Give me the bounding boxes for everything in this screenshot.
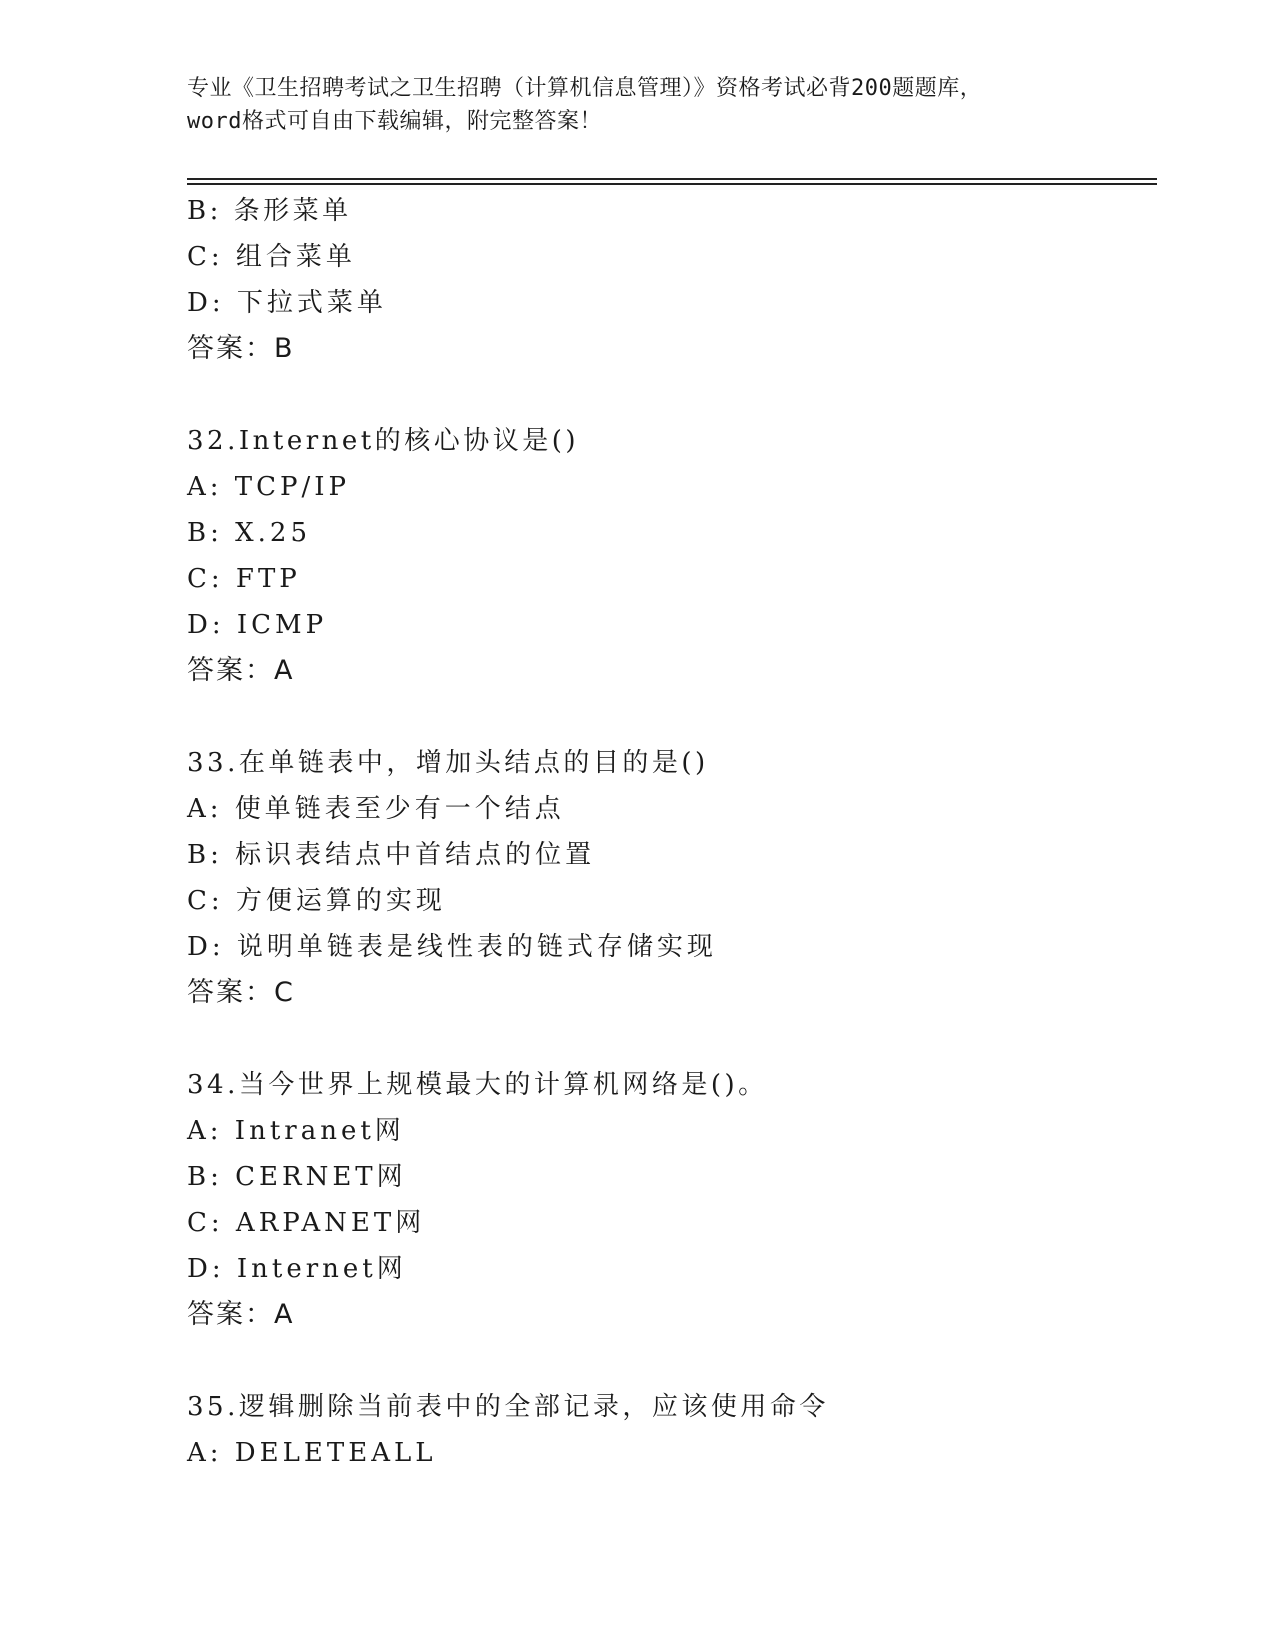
option-c: C: 方便运算的实现 [187,886,446,916]
option-b: B: X.25 [187,518,311,548]
answer-line: 答案：A [187,655,295,686]
question-text: 35.逻辑删除当前表中的全部记录，应该使用命令 [187,1392,829,1422]
option-d: D: ICMP [187,610,328,640]
question-text: 33.在单链表中，增加头结点的目的是() [187,748,709,778]
header-divider-bottom [187,183,1157,185]
question-block-32 [187,418,1147,694]
question-block-33 [187,740,1147,1016]
answer-line: 答案：B [187,333,295,364]
option-c: C: 组合菜单 [187,242,356,272]
header-divider-top [187,178,1157,180]
option-d: D: Internet网 [187,1254,407,1284]
question-text: 34.当今世界上规模最大的计算机网络是()。 [187,1070,768,1100]
answer-line: 答案：A [187,1299,295,1330]
header-line-2: word格式可自由下载编辑，附完整答案！ [187,109,602,134]
option-a: A: DELETEALL [187,1438,437,1468]
question-block-31 [187,188,1147,372]
question-block-35 [187,1384,1147,1476]
option-a: A: Intranet网 [187,1116,405,1146]
header-line-1: 专业《卫生招聘考试之卫生招聘（计算机信息管理）》资格考试必背200题题库， [187,76,983,101]
option-b: B: 条形菜单 [187,196,352,226]
option-d: D: 说明单链表是线性表的链式存储实现 [187,932,717,962]
question-block-34 [187,1062,1147,1338]
answer-line: 答案：C [187,977,295,1008]
option-c: C: ARPANET网 [187,1208,426,1238]
question-list [187,188,1147,1476]
option-a: A: TCP/IP [187,472,351,502]
option-c: C: FTP [187,564,301,594]
document-header [187,72,1107,138]
option-d: D: 下拉式菜单 [187,288,387,318]
option-b: B: CERNET网 [187,1162,407,1192]
question-text: 32.Internet的核心协议是() [187,426,579,456]
option-b: B: 标识表结点中首结点的位置 [187,840,596,870]
option-a: A: 使单链表至少有一个结点 [187,794,565,824]
